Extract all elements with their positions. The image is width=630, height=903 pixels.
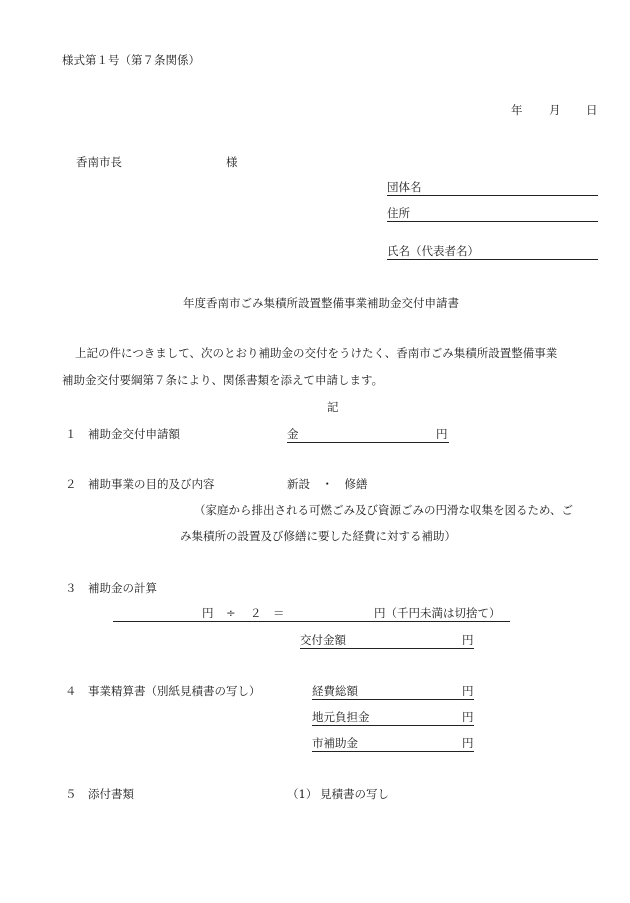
date-year-label: 年 xyxy=(511,103,523,117)
addressee-name: 香南市長 xyxy=(76,155,122,169)
item2-label: 補助事業の目的及び内容 xyxy=(88,477,215,491)
calc-result-unit: 円（千円未満は切捨て） xyxy=(374,606,501,620)
item2-purpose-line-1: （家庭から排出される可燃ごみ及び資源ごみの円滑な収集を図るため、ご xyxy=(194,503,574,517)
item2-number: ２ xyxy=(65,477,77,491)
item5-label: 添付書類 xyxy=(88,787,134,801)
total-expense-field[interactable] xyxy=(312,699,474,700)
item5-number: ５ xyxy=(65,787,77,801)
attachment-item: 見積書の写し xyxy=(320,787,389,801)
grant-label: 交付金額 xyxy=(300,633,346,647)
calc-divisor: ２ xyxy=(250,606,262,620)
local-share-label: 地元負担金 xyxy=(312,710,370,724)
ki-label: 記 xyxy=(327,400,339,414)
date-month-label: 月 xyxy=(549,103,561,117)
local-share-field[interactable] xyxy=(312,725,474,726)
item1-unit: 円 xyxy=(436,427,448,441)
group-name-label: 団体名 xyxy=(387,180,422,194)
document-title: 年度香南市ごみ集積所設置整備事業補助金交付申請書 xyxy=(183,296,459,310)
grant-unit: 円 xyxy=(462,633,474,647)
item2-options[interactable]: 新設 ・ 修繕 xyxy=(287,477,368,491)
item3-number: ３ xyxy=(65,581,77,595)
grant-amount-result-field[interactable] xyxy=(300,648,474,649)
form-number: 様式第１号（第７条関係） xyxy=(62,53,200,67)
representative-name-field[interactable] xyxy=(387,259,598,260)
representative-name-label: 氏名（代表者名） xyxy=(387,244,479,258)
address-label: 住所 xyxy=(387,206,410,220)
city-subsidy-unit: 円 xyxy=(462,736,474,750)
intro-line-2: 補助金交付要綱第７条により、関係書類を添えて申請します。 xyxy=(62,373,384,387)
city-subsidy-label: 市補助金 xyxy=(312,736,358,750)
total-expense-unit: 円 xyxy=(462,684,474,698)
total-expense-label: 経費総額 xyxy=(312,684,358,698)
address-field[interactable] xyxy=(387,221,598,222)
intro-line-1: 上記の件につきまして、次のとおり補助金の交付をうけたく、香南市ごみ集積所設置整備事業 xyxy=(75,346,558,360)
attachment-number: （1） xyxy=(287,787,318,801)
item4-number: ４ xyxy=(65,684,77,698)
calc-equals-sign: ＝ xyxy=(273,606,285,620)
grant-amount-field[interactable] xyxy=(287,442,449,443)
addressee-honorific: 様 xyxy=(226,155,238,169)
item2-purpose-line-2: み集積所の設置及び修繕に要した経費に対する補助） xyxy=(180,529,456,543)
date-day-label: 日 xyxy=(586,103,598,117)
city-subsidy-field[interactable] xyxy=(312,751,474,752)
item1-label: 補助金交付申請額 xyxy=(88,427,180,441)
local-share-unit: 円 xyxy=(462,710,474,724)
item4-label: 事業精算書（別紙見積書の写し） xyxy=(88,684,261,698)
calc-divide-sign: ÷ xyxy=(226,606,236,620)
calc-unit-1: 円 xyxy=(202,606,214,620)
item1-prefix: 金 xyxy=(287,427,299,441)
item3-label: 補助金の計算 xyxy=(88,581,157,595)
calculation-field[interactable] xyxy=(113,621,510,622)
item1-number: １ xyxy=(65,427,77,441)
group-name-field[interactable] xyxy=(387,195,598,196)
